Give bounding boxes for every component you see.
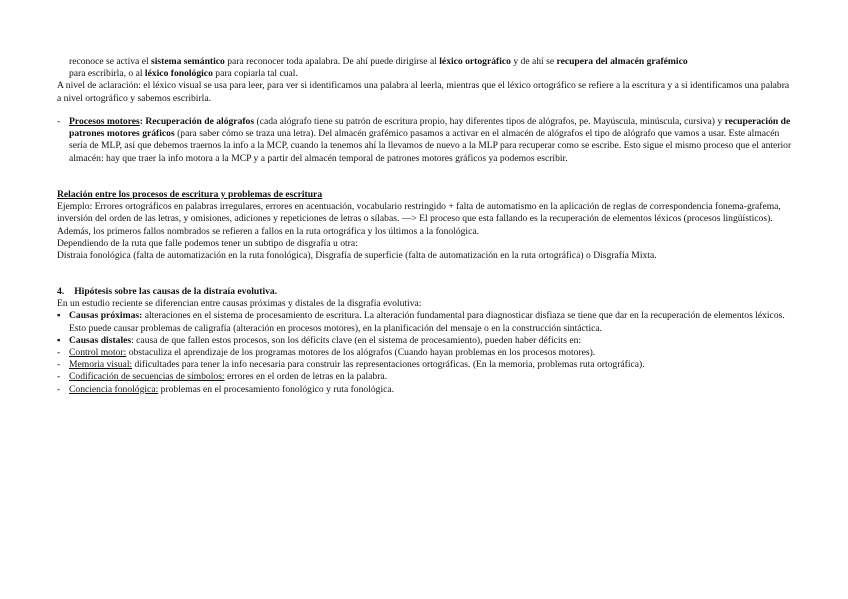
dash-marker: - (57, 116, 61, 127)
procesos-motores-text: Procesos motores: Recuperación de alógrafos (cada alógrafo tiene su patrón de escritura propio, hay diferentes tipos de alógrafos, pe. Mayúscula, minúscula, cursiva) y recuperación de patrones motores gráficos (para saber cómo se traza una letra). Del almacén grafémico pasamos a activar en el almacén de alógrafos el tipo de alógrafo que vamos a usar. Este almacén sería de MLP, así que debemos traernos la info a la MCP, cuando la tenemos ahí la llevamos de nuevo a la MLP para recuperar como se escribe. Esto sigue el mismo proceso que el anterior almacén: hay que traer la info motora a la MCP y a partir del almacén temporal de patrones motores gráficos ya podemos escribir. (69, 116, 792, 164)
procesos-motores-item (57, 116, 794, 165)
dash-marker: - (57, 359, 61, 371)
deficit-item-conciencia-fonologica: - Conciencia fonológica: problemas en el procesamiento fonológico y ruta fonológica. (57, 383, 395, 395)
causas-proximas-item: ▪ Causas próximas: alteraciones en el sistema de procesamiento de escritura. La alteración fundamental para diagnosticar disfiaza se tiene que dar en la recuperación de elementos léxicos. Esto puede causar problemas de caligrafía (alteración en procesos motores), en la planificación del mensaje o en la construcción sintáctica. (57, 310, 785, 334)
aclaracion-paragraph: A nivel de aclaración: el léxico visual se usa para leer, para ver si identificamos una palabra al leerla, mientras que el léxico ortográfico se refiere a la escritura y a si identificamos una palabra a nivel ortográfico y sabemos escribirla. (57, 80, 790, 104)
intro-line-2: para escribirla, o al léxico fonológico para copiarla tal cual. (69, 68, 298, 80)
causas-distales-item: ▪ Causas distales: causa de que fallen estos procesos, son los déficits clave (en el sistema de procesamiento), pueden haber déficits en: (57, 334, 582, 346)
relacion-heading: Relación entre los procesos de escritura y problemas de escritura (57, 189, 323, 200)
deficit-item-codificacion: - Codificación de secuencias de símbolos: errores en el orden de letras en la palabra. (57, 371, 388, 383)
intro-section (57, 56, 794, 105)
bullet-marker: ▪ (57, 310, 61, 322)
dash-marker: - (57, 383, 61, 395)
procesos-motores-section (57, 116, 794, 165)
dash-marker: - (57, 371, 61, 383)
ejemplo-paragraph: Ejemplo: Errores ortográficos en palabras irregulares, errores en acentuación, vocabulario restringido + falta de automatismo en la aplicación de reglas de correspondencia fonema-grafema, inversión del orden de las letras, y omisiones, adiciones y repeticiones de letras o sílabas. —> El proceso que esta fallando es la recuperación de elementos léxicos (procesos lingüísticos). Además, los primeros fallos nombrados se refieren a fallos en la ruta ortográfica y los últimos a la fonológica. (57, 201, 781, 237)
hipotesis-intro: En un estudio reciente se diferencian entre causas próximas y distales de la disgrafía evolutiva: (57, 298, 422, 310)
relacion-section (57, 189, 794, 262)
subtipos-line: Distraia fonológica (falta de automatización en la ruta fonológica), Disgrafía de superficie (falta de automatización en la ruta ortográfica) o Disgrafía Mixta. (57, 250, 657, 262)
dependiendo-line: Dependiendo de la ruta que falle podemos tener un subtipo de disgrafía u otra: (57, 237, 358, 249)
dash-marker: - (57, 347, 61, 359)
intro-line-1: reconoce se activa el sistema semántico para reconocer toda apalabra. De ahí puede dirigirse al léxico ortográfico y de ahí se recupera del almacén grafémico (69, 56, 688, 67)
hipotesis-section (57, 286, 794, 396)
deficit-item-memoria-visual: - Memoria visual: dificultades para tener la info necesaria para construir las representaciones ortográficas. (En la memoria, problemas ruta ortográfica). (57, 359, 645, 371)
bullet-marker: ▪ (57, 334, 61, 346)
deficit-item-control-motor: - Control motor: obstaculiza el aprendizaje de los programas motores de los alógrafos (Cuando hayan problemas en los procesos motores). (57, 347, 596, 359)
hipotesis-heading: 4. Hipótesis sobre las causas de la distraía evolutiva. (57, 286, 278, 297)
